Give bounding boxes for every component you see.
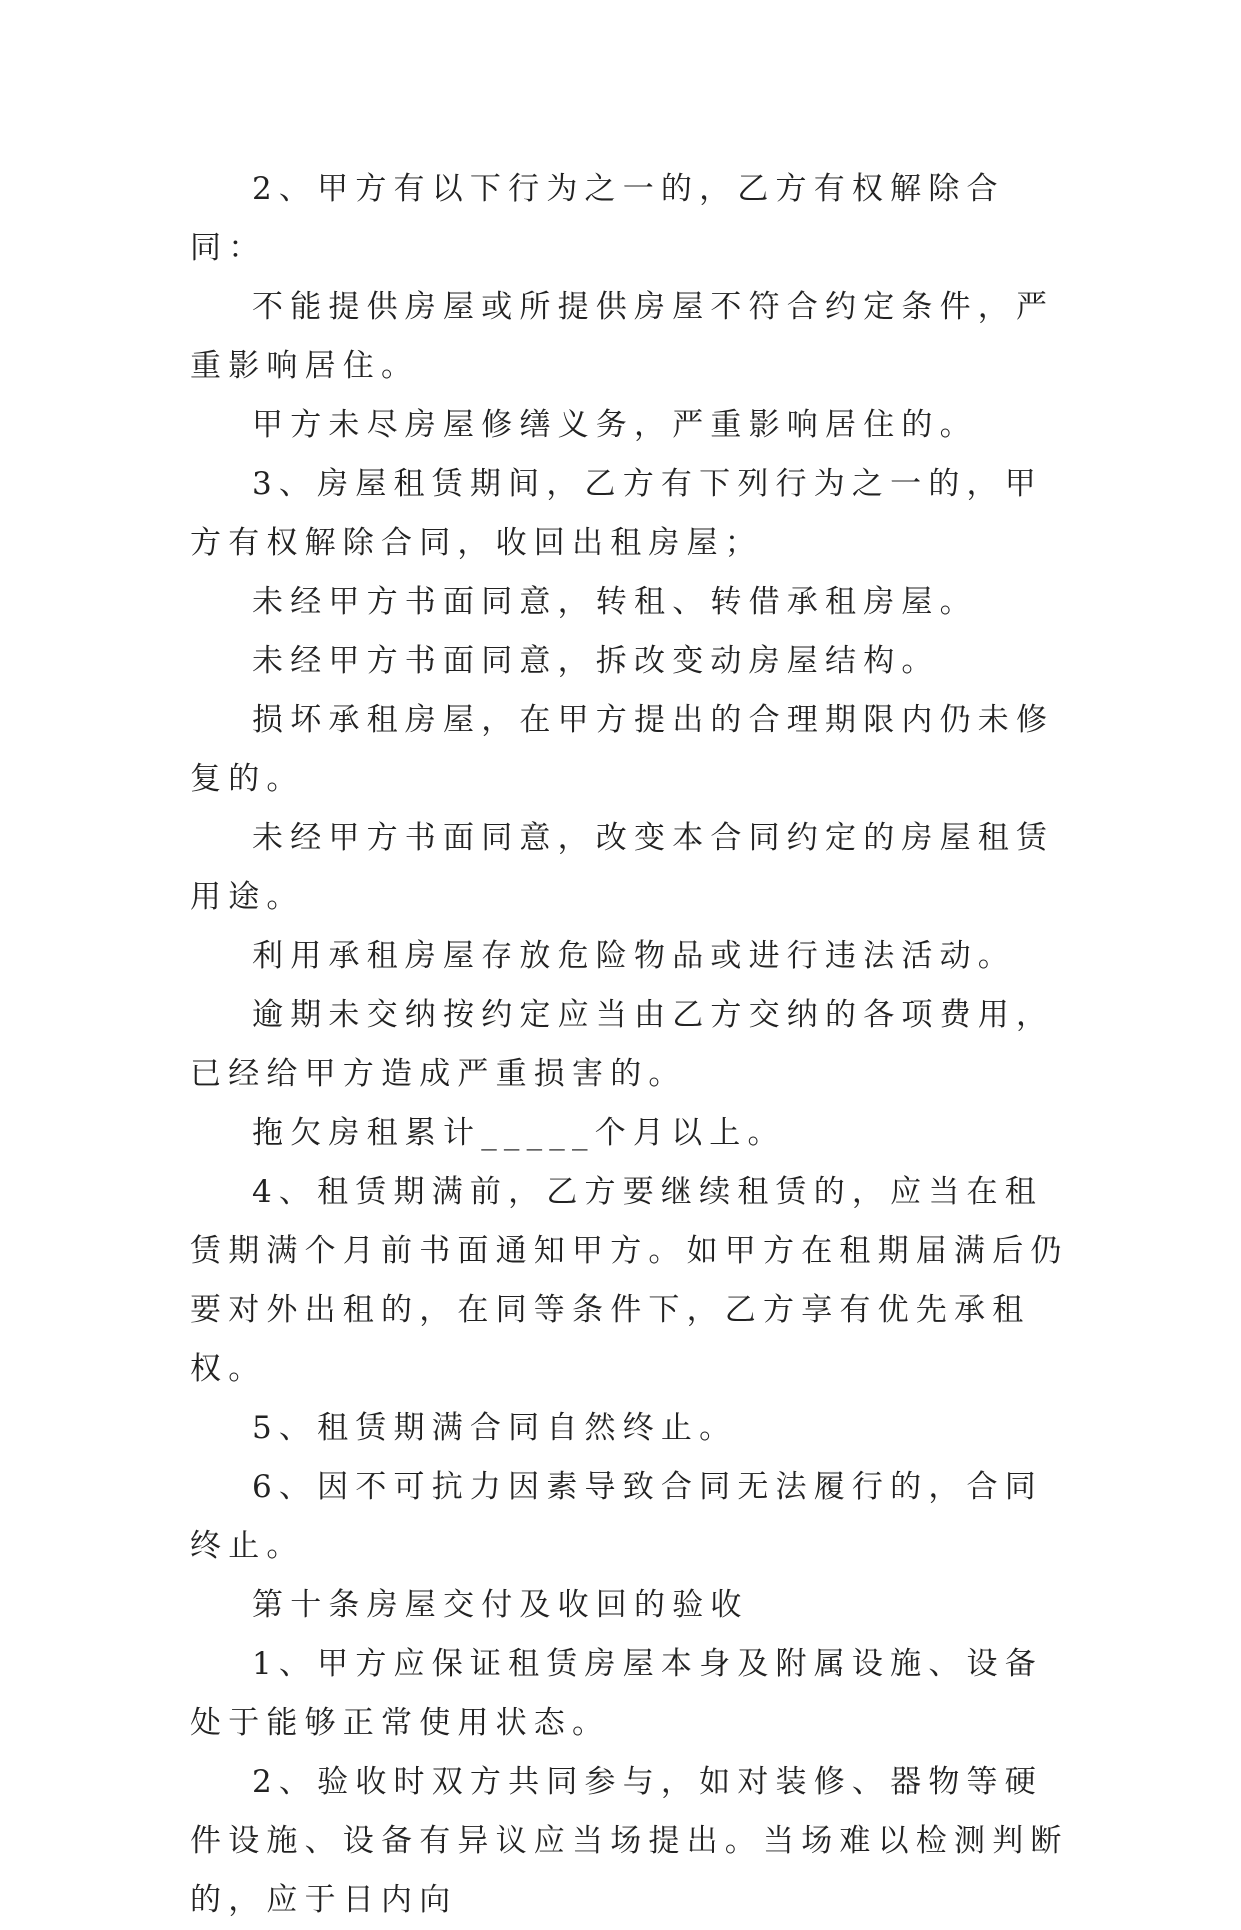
paragraph-rent-arrears: 拖欠房租累计_____个月以上。: [252, 1115, 786, 1151]
paragraph-damage: 损坏承租房屋，在甲方提出的合理期限内仍未修复的。: [190, 702, 1055, 797]
paragraph-inspection: 2、验收时双方共同参与，如对装修、器物等硬件设施、设备有异议应当场提出。当场难以检测判断的，应于日内向: [190, 1764, 1069, 1918]
paragraph-facility-guarantee: 1、甲方应保证租赁房屋本身及附属设施、设备处于能够正常使用状态。: [190, 1646, 1043, 1741]
paragraph-overdue-fees: 逾期未交纳按约定应当由乙方交纳的各项费用，已经给甲方造成严重损害的。: [190, 997, 1055, 1092]
paragraph-force-majeure: 6、因不可抗力因素导致合同无法履行的，合同终止。: [190, 1469, 1043, 1564]
section-heading-article-10: 第十条房屋交付及收回的验收: [252, 1587, 749, 1623]
paragraph-structure-change: 未经甲方书面同意，拆改变动房屋结构。: [252, 643, 940, 679]
paragraph-use-change: 未经甲方书面同意，改变本合同约定的房屋租赁用途。: [190, 820, 1055, 915]
paragraph-no-house-provided: 不能提供房屋或所提供房屋不符合约定条件，严重影响居住。: [190, 289, 1055, 384]
paragraph-no-repair: 甲方未尽房屋修缮义务，严重影响居住的。: [252, 407, 978, 443]
document-body: [190, 160, 1070, 1930]
paragraph-sublet: 未经甲方书面同意，转租、转借承租房屋。: [252, 584, 978, 620]
paragraph-expiry: 5、租赁期满合同自然终止。: [252, 1410, 738, 1446]
paragraph-termination-by-tenant: 2、甲方有以下行为之一的，乙方有权解除合同：: [190, 171, 1005, 266]
paragraph-termination-by-landlord: 3、房屋租赁期间，乙方有下列行为之一的，甲方有权解除合同，收回出租房屋；: [190, 466, 1043, 561]
paragraph-renewal: 4、租赁期满前，乙方要继续租赁的，应当在租赁期满个月前书面通知甲方。如甲方在租期届满后仍要对外出租的，在同等条件下，乙方享有优先承租权。: [190, 1174, 1069, 1387]
paragraph-dangerous-goods: 利用承租房屋存放危险物品或进行违法活动。: [252, 938, 1016, 974]
